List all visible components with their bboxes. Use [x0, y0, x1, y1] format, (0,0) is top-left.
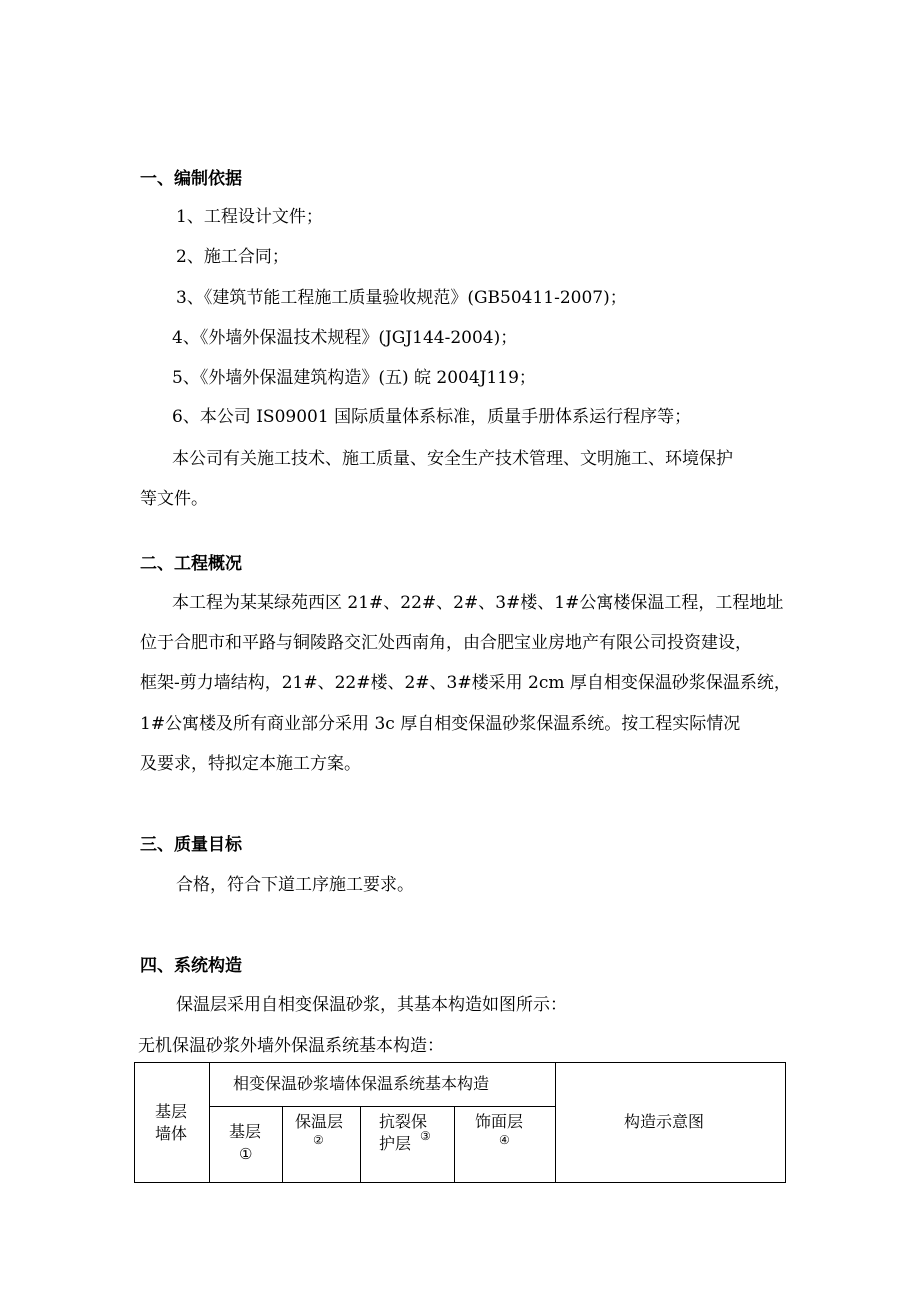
table-rule: [209, 1063, 210, 1182]
table-rule: [282, 1106, 283, 1182]
table-rule: [360, 1106, 361, 1182]
table-caption: 无机保温砂浆外墙外保温系统基本构造：: [138, 1036, 444, 1056]
body-line: 2、施工合同；: [176, 247, 289, 267]
body-line: 本工程为某某绿苑西区 21#、22#、2#、3#楼、1#公寓楼保温工程，工程地址: [172, 593, 784, 613]
table-rule: [209, 1106, 556, 1107]
subcol-crack-number: ③: [420, 1129, 431, 1143]
section-heading-1: 一、编制依据: [140, 169, 242, 189]
subcol-finish-label: 饰面层: [475, 1112, 524, 1131]
body-line: 本公司有关施工技术、施工质量、安全生产技术管理、文明施工、环境保护: [172, 449, 733, 469]
subcol-insulation-label: 保温层: [295, 1112, 344, 1131]
col-base-label-1: 基层: [155, 1102, 188, 1121]
subcol-base-number: ①: [239, 1145, 253, 1163]
body-line: 6、本公司 IS09001 国际质量体系标准，质量手册体系运行程序等；: [172, 407, 692, 427]
body-line: 框架-剪力墙结构，21#、22#楼、2#、3#楼采用 2cm 厚自相变保温砂浆保温系统，: [140, 673, 791, 693]
group-header: 相变保温砂浆墙体保温系统基本构造: [233, 1074, 490, 1093]
section-heading-2: 二、工程概况: [140, 554, 242, 574]
body-line: 等文件。: [140, 489, 208, 509]
body-line: 3、《建筑节能工程施工质量验收规范》(GB50411-2007)；: [176, 288, 627, 308]
table-rule: [454, 1106, 455, 1182]
structure-table: [134, 1062, 786, 1183]
section-heading-4: 四、系统构造: [140, 956, 242, 976]
body-line: 合格，符合下道工序施工要求。: [176, 875, 414, 895]
section-heading-3: 三、质量目标: [140, 835, 242, 855]
subcol-insulation-number: ②: [313, 1133, 324, 1147]
col-diagram-label: 构造示意图: [624, 1112, 705, 1131]
col-base-label-2: 墙体: [155, 1124, 188, 1143]
subcol-crack-label-1: 抗裂保: [379, 1112, 428, 1131]
subcol-finish-number: ④: [499, 1133, 510, 1147]
body-line: 位于合肥市和平路与铜陵路交汇处西南角，由合肥宝业房地产有限公司投资建设，: [140, 633, 752, 653]
body-line: 4、《外墙外保温技术规程》(JGJ144-2004)；: [172, 328, 518, 348]
body-line: 1、工程设计文件；: [176, 207, 323, 227]
subcol-crack-label-2: 护层: [379, 1134, 412, 1153]
body-line: 5、《外墙外保温建筑构造》(五) 皖 2004J119；: [172, 368, 536, 388]
body-line: 及要求，特拟定本施工方案。: [140, 754, 361, 774]
subcol-base-label: 基层: [229, 1122, 262, 1141]
table-rule: [555, 1063, 556, 1182]
body-line: 保温层采用自相变保温砂浆，其基本构造如图所示：: [176, 995, 567, 1015]
body-line: 1#公寓楼及所有商业部分采用 3c 厚自相变保温砂浆保温系统。按工程实际情况: [140, 714, 741, 734]
